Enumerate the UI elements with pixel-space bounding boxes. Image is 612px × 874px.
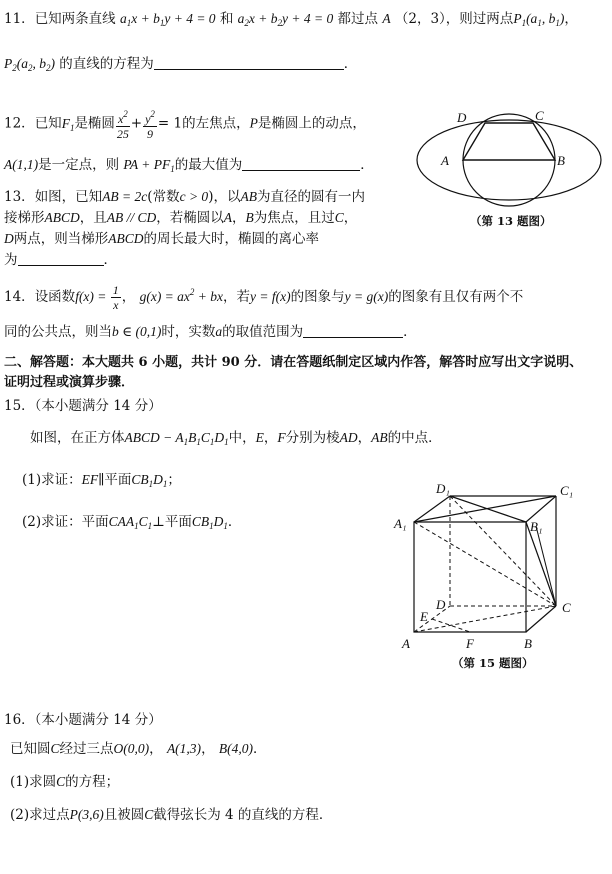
q15-CAA1C1: $CAA_1C_1$ [108,514,153,531]
q14-text: 时，实数 [161,324,216,340]
q14-number: 14． [4,289,35,305]
q13-text: 的周长最大时，椭圆的离心率 [143,231,319,247]
fig15-label-D1: D₁ [436,481,450,496]
q12-line2: A(1,1)是一定点，则 PA + $PF_1$的最大值为 ． [4,157,374,174]
q16-text: 截得弦长为 4 的直线的方程． [153,807,333,823]
fig15-edge [536,526,556,606]
q15-text: 中， [228,430,256,446]
q11-line2-eq: $a_2x + b_2y + 4 = 0$ [237,11,334,28]
q13-text: 如图，已知 [34,189,103,205]
fig13-caption: （第 13 题图） [470,214,552,228]
q15-part1: (1)求证：EF∥平面$CB_1D_1$； [22,472,181,489]
q13-text: 接梯形 [4,210,45,226]
q16-part1 [10,773,119,791]
figure-15 [390,478,590,658]
fig15-caption: （第 15 题图） [452,656,534,670]
q13-A: A [223,210,232,225]
q15-EF: EF [81,472,99,487]
q14-line1: 14．设函数f(x) = $\frac{1}{x}$ ， $g(x) = ax^2$ + bx，若y = f(x)的图象与y = g(x)的图象有且仅有两个不 [4,283,524,313]
q12-number: 12． [4,115,35,132]
q16-part2 [10,806,332,824]
q14-gx: $g(x) = ax^2$ + bx [139,287,224,304]
q13-text: ，若椭圆以 [156,210,224,226]
q16-header: 16．（本小题满分 14 分） [4,712,162,728]
q13-text: )，以 [208,189,241,205]
q14-text: 的取值范围为 [222,324,304,340]
q14-a: a [215,324,223,339]
fig15-label-E: E [420,609,428,624]
q12-PA-PF1: PA + $PF_1$ [123,157,175,174]
q16-O: O(0,0) [113,741,150,756]
q16-text: 经过三点 [59,741,114,757]
q16-text: (2)求过点 [10,807,70,823]
figure-13 [415,105,605,225]
q11-point-A: A [382,11,391,26]
fig13-trapezoid [463,123,555,160]
q13-answer-blank[interactable] [18,252,104,266]
fig13-label-C: C [535,108,544,123]
fig15-label-D: D [436,597,446,612]
q13-ABCD: ABCD [108,231,144,246]
q13-text: 为焦点，且过 [253,210,335,226]
q13-D: D [4,231,14,246]
q15-text: 的中点． [387,430,442,446]
q11-number: 11． [4,11,35,27]
q13-AB2c: AB = 2c [102,189,148,204]
q16-A: A(1,3) [166,741,202,756]
fig15-label-B: B [524,636,532,651]
q13-line2 [4,209,357,227]
q16-intro: 已知圆C经过三点O(0,0)， A(1,3)， B(4,0)． [10,741,267,757]
q12-F1: $F_1$ [61,115,75,133]
q11-text: 已知两条直线 [34,11,116,27]
q12-line1: 12．已知$F_1$是椭圆 $\frac{x^2}{25}$ + $\frac{y^2}{9}$ = 1的左焦点，P是椭圆上的动点， [4,109,366,141]
q13-C: C [334,210,344,225]
q11-P1: $P_1(a_1$, $b_1$) [513,11,565,28]
q16-B: B(4,0) [218,741,253,756]
q16-C: C [144,807,154,822]
q13-line4: 为 ． [4,252,117,268]
q15-header: 15．（本小题满分 14 分） [4,398,162,414]
q16-text: 已知圆 [10,741,51,757]
q14-text: 的图象有且仅有两个不 [388,289,524,305]
q15-AD: AD [339,430,358,445]
q15-text: ， [263,430,278,446]
q13-text: ， [343,210,358,226]
fig15-label-B1: B₁ [530,519,543,534]
q15-F: F [277,430,286,445]
q13-ABparCD: AB // CD [106,210,157,225]
q14-fx: f(x) = $\frac{1}{x}$ [75,283,119,313]
q16-text: 的方程； [65,774,120,790]
q12-point-A: A(1,1) [4,157,39,172]
q11-text: （2，3），则过两点 [394,11,514,27]
section2-heading-line2: 证明过程或演算步骤． [4,375,135,390]
q12-text: 的左焦点， [182,115,250,132]
q14-text: 的图象与 [290,289,345,305]
q14-yfx: y = f(x) [250,289,291,304]
q15-text: ∥平面 [98,472,132,488]
q13-text: (常数 [147,189,180,205]
fig13-label-D: D [457,110,467,125]
q12-answer-blank[interactable] [242,157,360,171]
q13-AB: AB [240,189,257,204]
q13-ABCD: ABCD [44,210,80,225]
q15-text: 分别为棱 [285,430,340,446]
q15-text: 如图，在正方体 [30,430,125,446]
q16-text: (1)求圆 [10,774,57,790]
q11-P2: $P_2(a_2$, $b_2$) [4,56,55,73]
q12-frac-x: $\frac{x^2}{25}$ [116,109,129,141]
q11-line1-eq: $a_1x + b_1y + 4 = 0$ [119,11,216,28]
fig15-label-C1: C₁ [560,483,574,498]
q12-text: 已知 [34,115,62,132]
fig13-label-B: B [557,153,565,168]
q13-line3 [4,230,319,248]
q11-answer-blank[interactable] [154,56,344,70]
q12-text: 是椭圆上的动点， [257,115,366,132]
fig15-diag-D1B1 [450,496,526,522]
fig15-front-face [414,522,526,632]
fig15-label-F: F [466,636,474,651]
q12-text: 的最大值为 [174,157,243,173]
q13-text: ，且 [79,210,107,226]
fig15-label-A: A [402,636,410,651]
section2-heading-line1: 二、解答题：本大题共 6 小题，共计 90 分．请在答题纸制定区域内作答，解答时应写出文字说明、 [4,355,583,370]
q14-text: 设函数 [34,289,76,305]
q14-text: 同的公共点，则当 [4,324,112,340]
q15-CB1D1: $CB_1D_1$ [131,472,168,489]
q14-b-range: b ∈ (0,1) [112,324,162,339]
q12-frac-y: $\frac{y^2}{9}$ [145,109,155,141]
q13-number: 13． [4,189,35,205]
q15-text: (2)求证：平面 [22,514,109,530]
q14-line2: 同的公共点，则当b ∈ (0,1)时，实数a的取值范围为 ． [4,324,417,340]
q13-B: B [245,210,254,225]
q13-line1 [4,188,365,206]
fig15-label-C: C [562,600,571,615]
fig15-label-A1: A₁ [394,516,407,531]
q15-part2: (2)求证：平面$CAA_1C_1\perp$平面$CB_1D_1$． [22,514,242,531]
q11-text: 都过点 [337,11,379,27]
q16-text: 且被圆 [103,807,145,823]
q13-text: 为直径的圆有一内 [256,189,365,205]
q15-intro [30,429,442,451]
q13-text: ， [232,210,246,226]
q16-C: C [56,774,66,789]
q11-line1: 11．已知两条直线 $a_1x + b_1y + 4 = 0$ 和 $a_2x + b_2y + 4 = 0$ 都过点 A （2，3），则过两点$P_1(a_1$, $b_1$)， [4,11,578,28]
q13-text: 两点，则当梯形 [13,231,109,247]
q15-text: ， [357,430,372,446]
q12-text: 是一定点，则 [38,157,120,173]
q11-line2: $P_2(a_2$, $b_2$) 的直线的方程为 ． [4,56,358,73]
q15-text: ⊥平面 [152,514,192,530]
q14-ygx: y = g(x) [344,289,389,304]
q15-E: E [255,430,264,445]
fig13-label-A: A [441,153,449,168]
fig15-edge-B1C [526,522,556,606]
q15-cube: ABCD − $A_1B_1C_1D_1$ [124,430,229,447]
q14-answer-blank[interactable] [303,324,403,338]
q13-cgt0: c > 0 [179,189,209,204]
fig15-hidden-A1C [414,522,556,606]
q13-text: 为 [4,252,18,268]
q15-AB: AB [371,430,388,445]
q15-text: (1)求证： [22,472,82,488]
q11-text: 的直线的方程为 [59,56,154,72]
q12-text: 是椭圆 [74,115,115,132]
q12-point-P: P [249,115,258,131]
q16-C: C [50,741,60,756]
q15-CB1D1-b: $CB_1D_1$ [191,514,228,531]
fig15-edge [526,606,556,632]
q14-text: ，若 [223,289,251,305]
fig15-hidden-D1C [450,496,556,606]
q16-P: P(3,6) [69,807,104,822]
q11-text: 和 [219,11,234,27]
